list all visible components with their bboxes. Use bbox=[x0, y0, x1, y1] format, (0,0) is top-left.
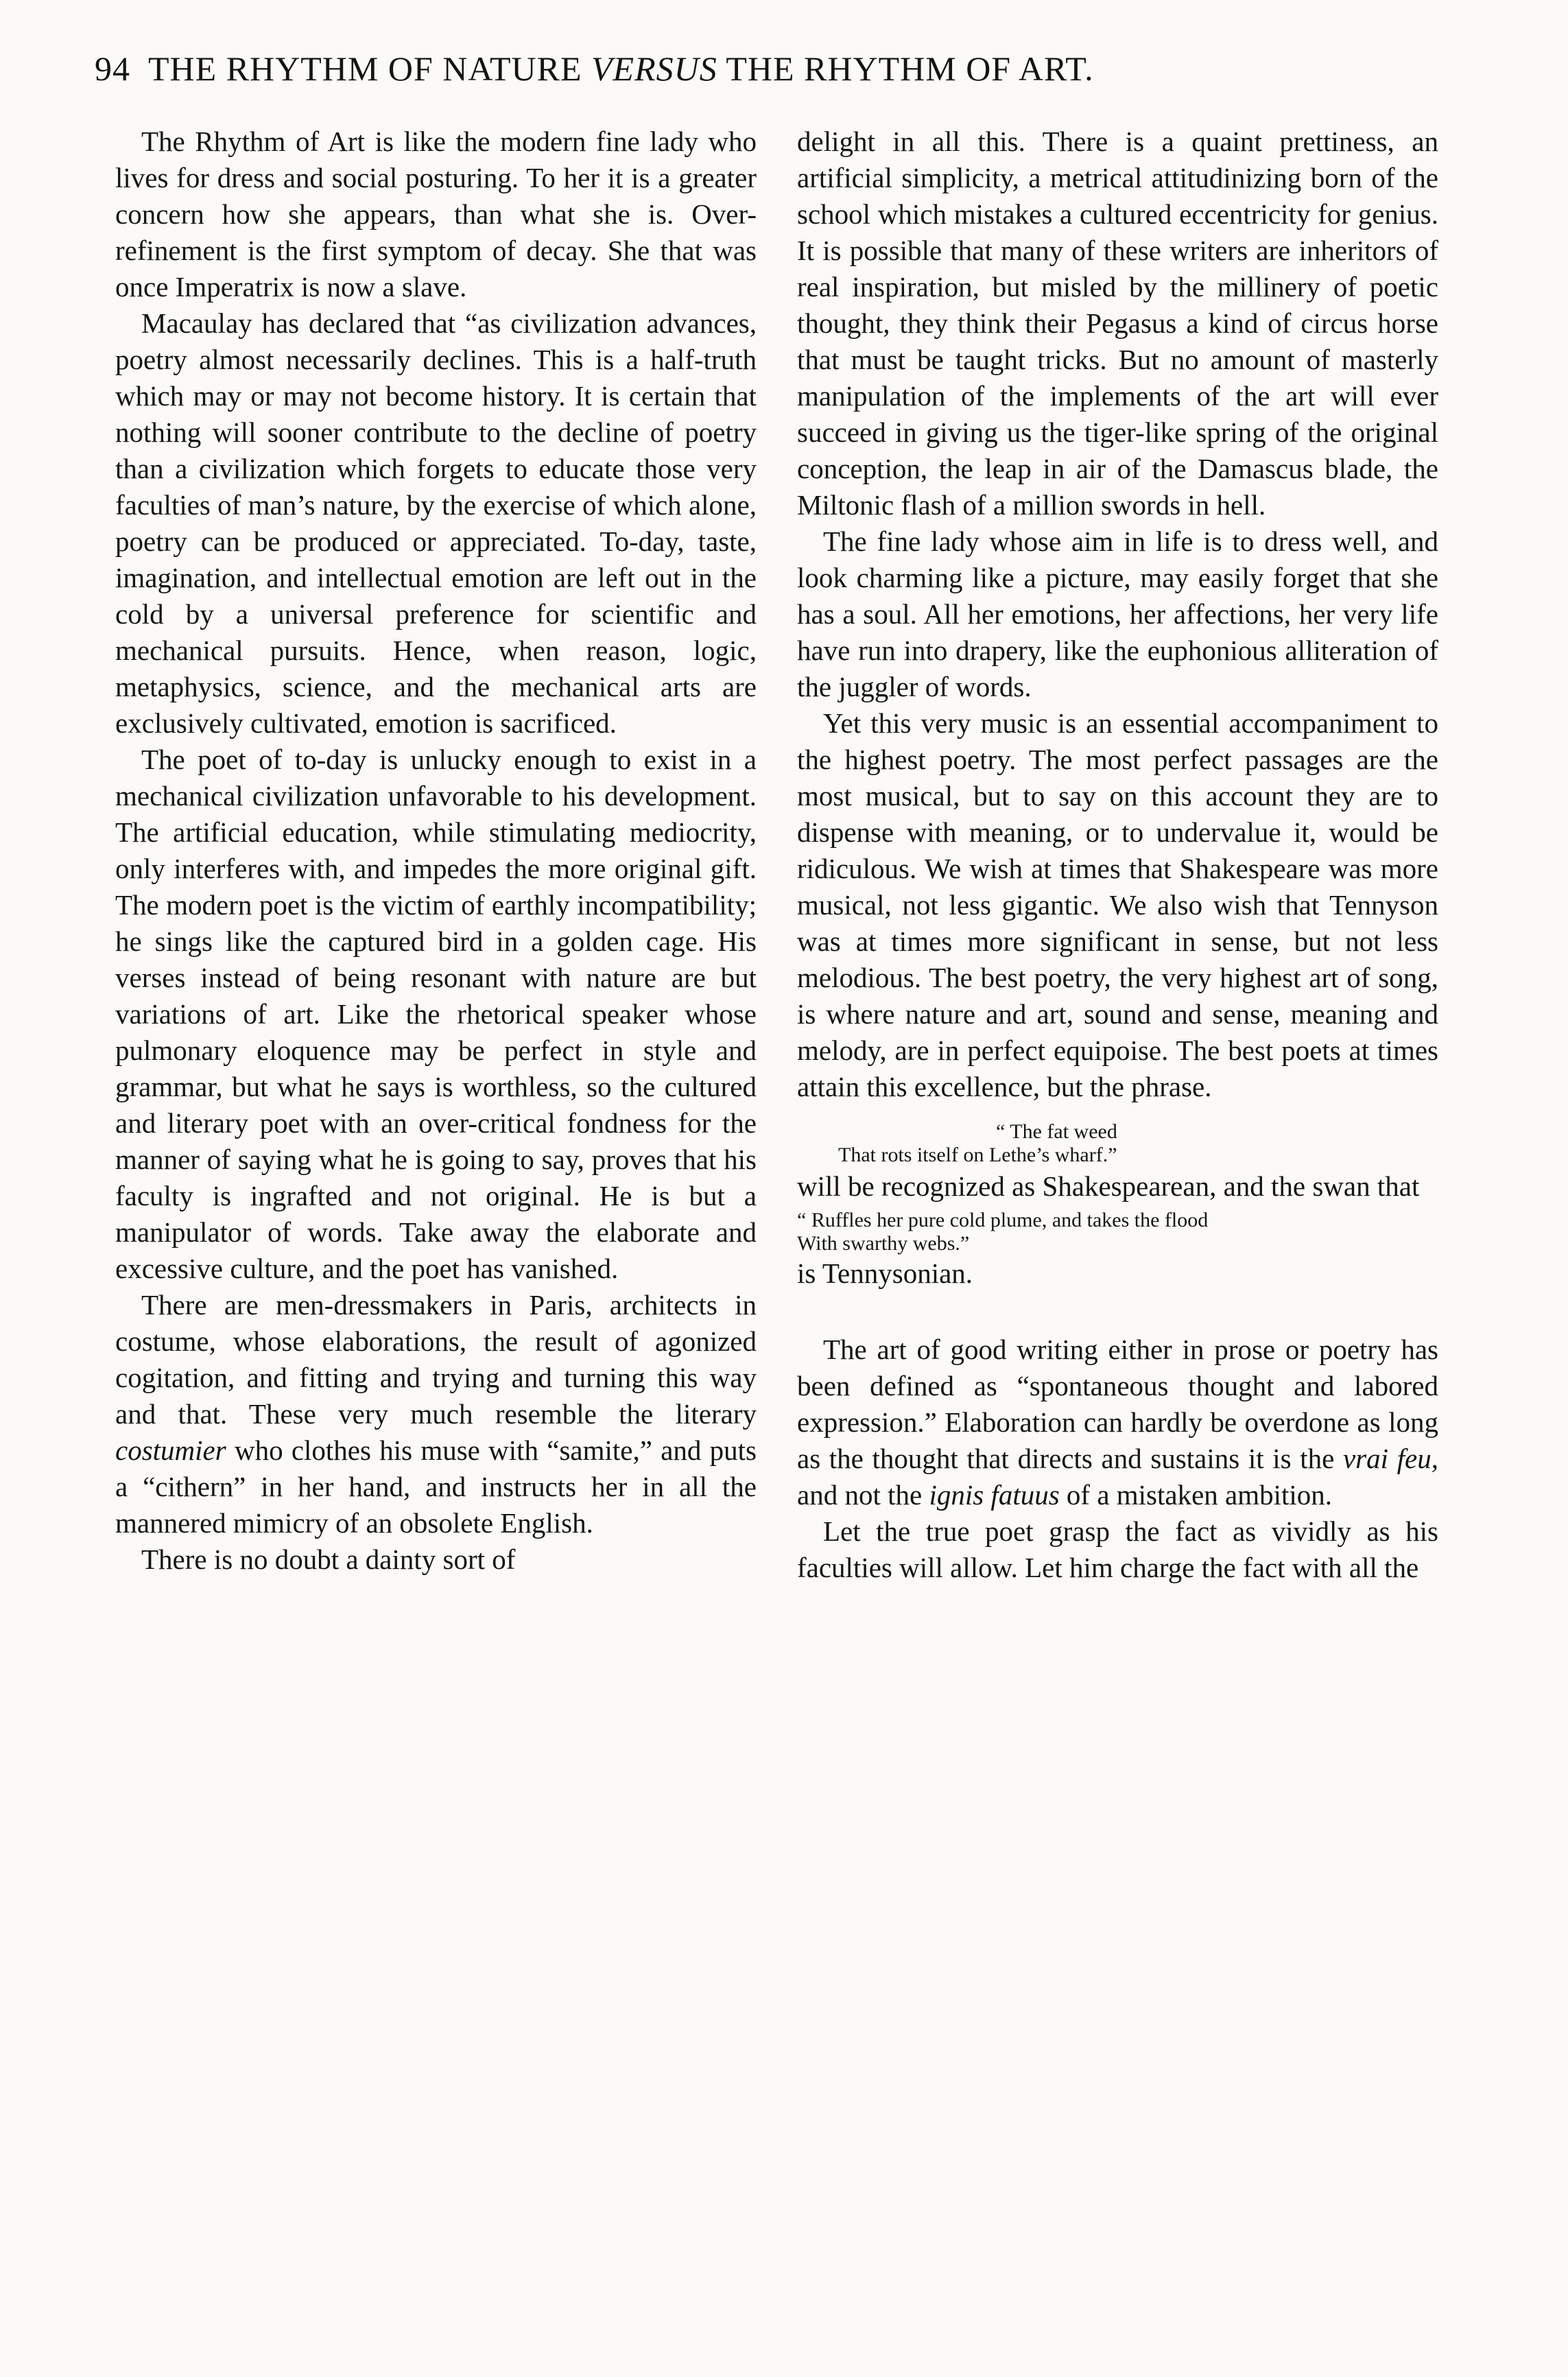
paragraph-text: will be recognized as Shakespearean, and the swan that bbox=[797, 1170, 1420, 1202]
paragraph-text: who clothes his muse with “samite,” and puts a “cithern” in her hand, and instructs her in all the mannered mimicry of an obsolete English. bbox=[115, 1434, 757, 1539]
left-column bbox=[115, 123, 757, 1578]
paragraph-text: The art of good writing either in prose or poetry has been defined as “spontaneous thought and labored expression.” Elaboration can hardly be overdone as long as the thought that directs and sustains it is the bbox=[797, 1334, 1438, 1474]
paragraph-text: of a mistaken ambition. bbox=[1059, 1479, 1333, 1511]
right-column bbox=[797, 123, 1438, 1586]
paragraph bbox=[797, 1332, 1438, 1513]
paragraph-continued: delight in all this. There is a quaint prettiness, an artificial simplicity, a metrical attitudinizing born of the school which mistakes a cultured eccentricity for genius. It is possible that many of these writers are inheritors of real inspiration, but misled by the millinery of poetic thought, they think their Pegasus a kind of circus horse that must be taught tricks. But no amount of masterly manipulation of the implements of the art will ever succeed in giving us the tiger-like spring of the original conception, the leap in air of the Damascus blade, the Miltonic flash of a million swords in hell. bbox=[797, 126, 1438, 521]
verse-quotation bbox=[797, 1120, 1438, 1167]
paragraph: The Rhythm of Art is like the modern fine lady who lives for dress and social posturing. To her it is a greater concern how she appears, than what she is. Over-refinement is the first symptom of decay. She that was once Imperatrix is now a slave. bbox=[115, 126, 757, 303]
paragraph: Macaulay has declared that “as civilization advances, poetry almost necessarily declines. This is a half-truth which may or may not become history. It is certain that nothing will sooner contribute to the decline of poetry than a civilization which forgets to educate those very faculties of man’s nature, by the exercise of which alone, poetry can be produced or appreciated. To-day, taste, imagination, and intellectual emotion are left out in the cold by a universal preference for scientific and mechanical pursuits. Hence, when reason, logic, metaphysics, science, and the mechanical arts are exclusively cultivated, emotion is sacrificed. bbox=[115, 307, 757, 739]
paragraph bbox=[115, 1287, 757, 1541]
section-gap bbox=[797, 1292, 1438, 1332]
paragraph-text: and not the bbox=[797, 1479, 929, 1511]
running-head bbox=[95, 48, 1466, 89]
paragraph: There is no doubt a dainty sort of bbox=[141, 1544, 516, 1575]
paragraph: The poet of to-day is unlucky enough to exist in a mechanical civilization unfavorable to his development. The artificial education, while stimulating mediocrity, only interferes with, and impedes the more original gift. The modern poet is the victim of earthly incompatibility; he sings like the captured bird in a golden cage. His verses instead of being resonant with nature are but variations of art. Like the rhetorical speaker whose pulmonary eloquence may be perfect in style and grammar, but what he says is worthless, so the cultured and literary poet with an over-critical fondness for the manner of saying what he is going to say, proves that his faculty is ingrafted and not original. He is but a manipulator of words. Take away the elaborate and excessive culture, and the poet has vanished. bbox=[115, 744, 757, 1284]
running-head-title-italic: VERSUS bbox=[591, 49, 717, 88]
paragraph: Let the true poet grasp the fact as vividly as his faculties will allow. Let him charge the fact with all the bbox=[797, 1515, 1438, 1583]
running-head-title-start: THE RHYTHM OF NATURE bbox=[148, 49, 591, 88]
paragraph: The fine lady whose aim in life is to dress well, and look charming like a picture, may easily forget that she has a soul. All her emotions, her affections, her very life have run into drapery, like the euphonious alliteration of the juggler of words. bbox=[797, 525, 1438, 702]
italic-term: ignis fatuus bbox=[929, 1479, 1060, 1511]
verse-quotation bbox=[797, 1209, 1438, 1255]
verse-line: “ Ruffles her pure cold plume, and takes the flood bbox=[797, 1209, 1209, 1231]
paragraph-text: There are men-dressmakers in Paris, architects in costume, whose elaborations, the result of agonized cogitation, and fitting and trying and turning this way and that. These very much resemble the literary bbox=[115, 1289, 757, 1430]
verse-line: That rots itself on Lethe’s wharf.” bbox=[838, 1144, 1117, 1166]
verse-line: “ The fat weed bbox=[996, 1120, 1117, 1143]
paragraph-text: is Tennysonian. bbox=[797, 1257, 973, 1289]
paragraph: Yet this very music is an essential accompaniment to the highest poetry. The most perfect passages are the most musical, but to say on this account they are to dispense with meaning, or to undervalue it, would be ridiculous. We wish at times that Shakespeare was more musical, not less gigantic. We also wish that Tennyson was at times more significant in sense, but not less melodious. The best poetry, the very highest art of song, is where nature and art, sound and sense, meaning and melody, are in perfect equipoise. The best poets at times attain this excellence, but the phrase. bbox=[797, 707, 1438, 1102]
italic-term: costumier bbox=[115, 1434, 226, 1466]
running-head-title-end: THE RHYTHM OF ART. bbox=[717, 49, 1094, 88]
page-number: 94 bbox=[95, 49, 130, 88]
verse-line: With swarthy webs.” bbox=[797, 1232, 970, 1255]
italic-term: vrai feu, bbox=[1342, 1443, 1438, 1474]
